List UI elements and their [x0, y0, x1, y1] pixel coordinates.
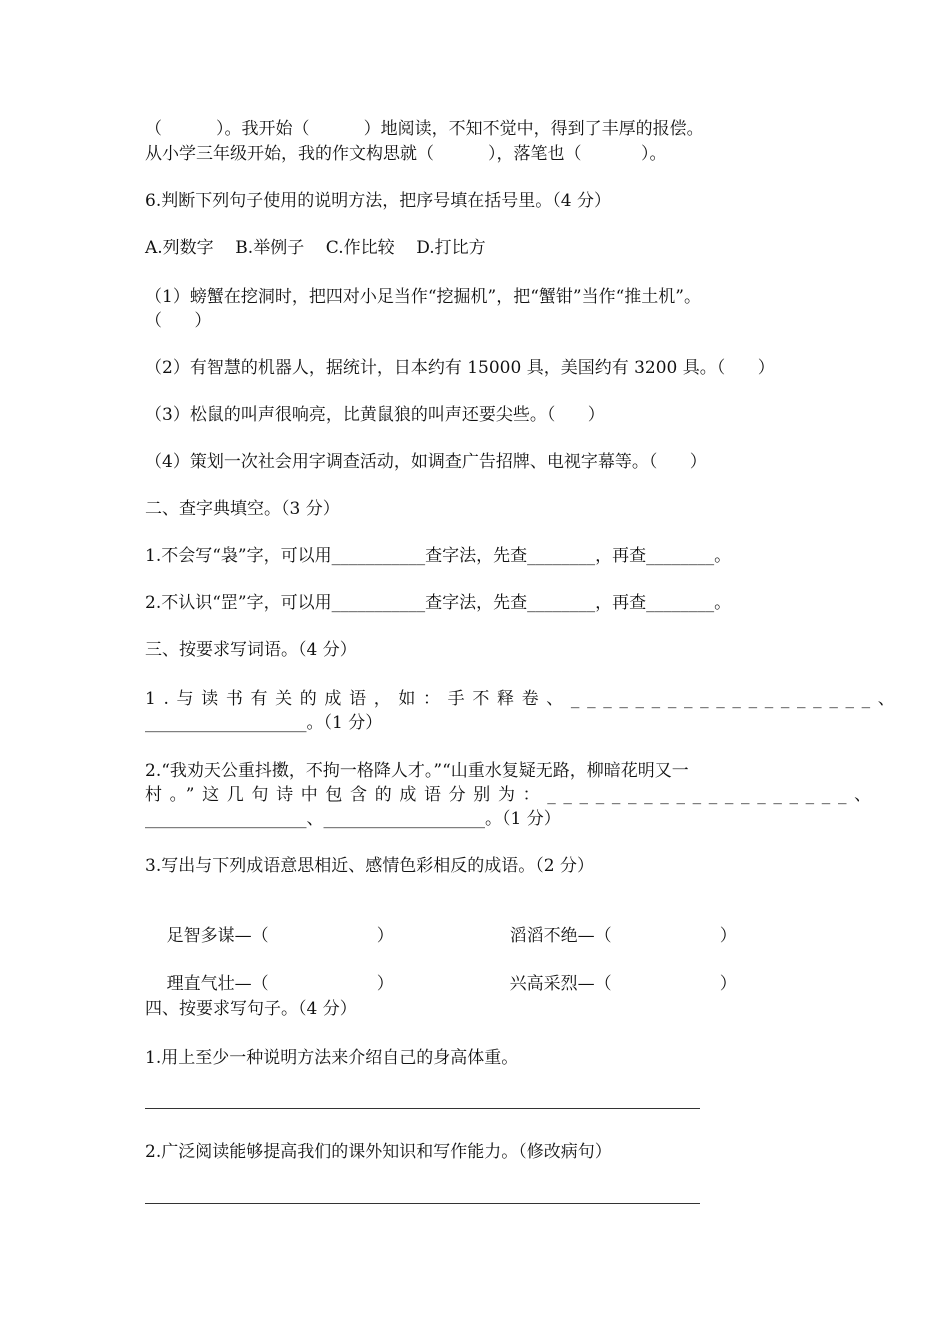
- q6-item-2: （2）有智慧的机器人，据统计，日本约有 15000 具，美国约有 3200 具。（ ）: [145, 358, 775, 378]
- q6-item-3: （3）松鼠的叫声很响亮，比黄鼠狼的叫声还要尖些。（ ）: [145, 405, 605, 425]
- s3-q3-title: 3.写出与下列成语意思相近、感情色彩相反的成语。（2 分）: [145, 856, 594, 876]
- s2-question-1: 1.不会写“袅”字，可以用___________查字法，先查________，再查________。: [145, 546, 732, 566]
- s4-question-2: 2.广泛阅读能够提高我们的课外知识和写作能力。（修改病句）: [145, 1142, 612, 1162]
- q6-item-1: （1）螃蟹在挖洞时，把四对小足当作“挖掘机”，把“蟹钳”当作“推土机”。: [145, 287, 701, 307]
- q6-item-1-blank: （ ）: [145, 311, 212, 331]
- idiom-pair-left: 理直气壮—（ ）: [166, 974, 394, 994]
- q6-options: A.列数字 B.举例子 C.作比较 D.打比方: [145, 238, 486, 258]
- idiom-pair-right: 滔滔不绝—（ ）: [509, 926, 737, 946]
- idiom-pair-row-2-right: [488, 951, 737, 1017]
- s4-question-1: 1.用上至少一种说明方法来介绍自己的身高体重。: [145, 1048, 519, 1068]
- s3-q1-line-2: ___________________。（1 分）: [145, 713, 383, 733]
- q5-line-1: （ ）。我开始（ ）地阅读，不知不觉中，得到了丰厚的报偿。: [145, 119, 704, 139]
- q5-line-2: 从小学三年级开始，我的作文构思就（ ），落笔也（ ）。: [145, 144, 667, 164]
- q6-title: 6.判断下列句子使用的说明方法，把序号填在括号里。（4 分）: [145, 191, 611, 211]
- s3-q1-line-1: 1.与读书有关的成语，如：手不释卷、___________________、: [145, 689, 903, 709]
- s3-q2-line-1: 2.“我劝天公重抖擞，不拘一格降人才。”“山重水复疑无路，柳暗花明又一: [145, 761, 689, 781]
- section-2-title: 二、查字典填空。（3 分）: [145, 499, 340, 519]
- section-3-title: 三、按要求写词语。（4 分）: [145, 640, 357, 660]
- idiom-pair-left: 足智多谋—（ ）: [166, 926, 394, 946]
- answer-line-1: [145, 1108, 700, 1109]
- answer-line-2: [145, 1203, 700, 1204]
- s3-q2-line-3: ___________________、___________________。（1 分）: [145, 809, 561, 829]
- q6-item-4: （4）策划一次社会用字调查活动，如调查广告招牌、电视字幕等。（ ）: [145, 452, 707, 472]
- s3-q2-line-2: 村。”这几句诗中包含的成语分别为：___________________、: [145, 785, 879, 805]
- s2-question-2: 2.不认识“罡”字，可以用___________查字法，先查________，再查________。: [145, 593, 732, 613]
- idiom-pair-right: 兴高采烈—（ ）: [509, 974, 737, 994]
- section-4-title: 四、按要求写句子。（4 分）: [145, 999, 357, 1019]
